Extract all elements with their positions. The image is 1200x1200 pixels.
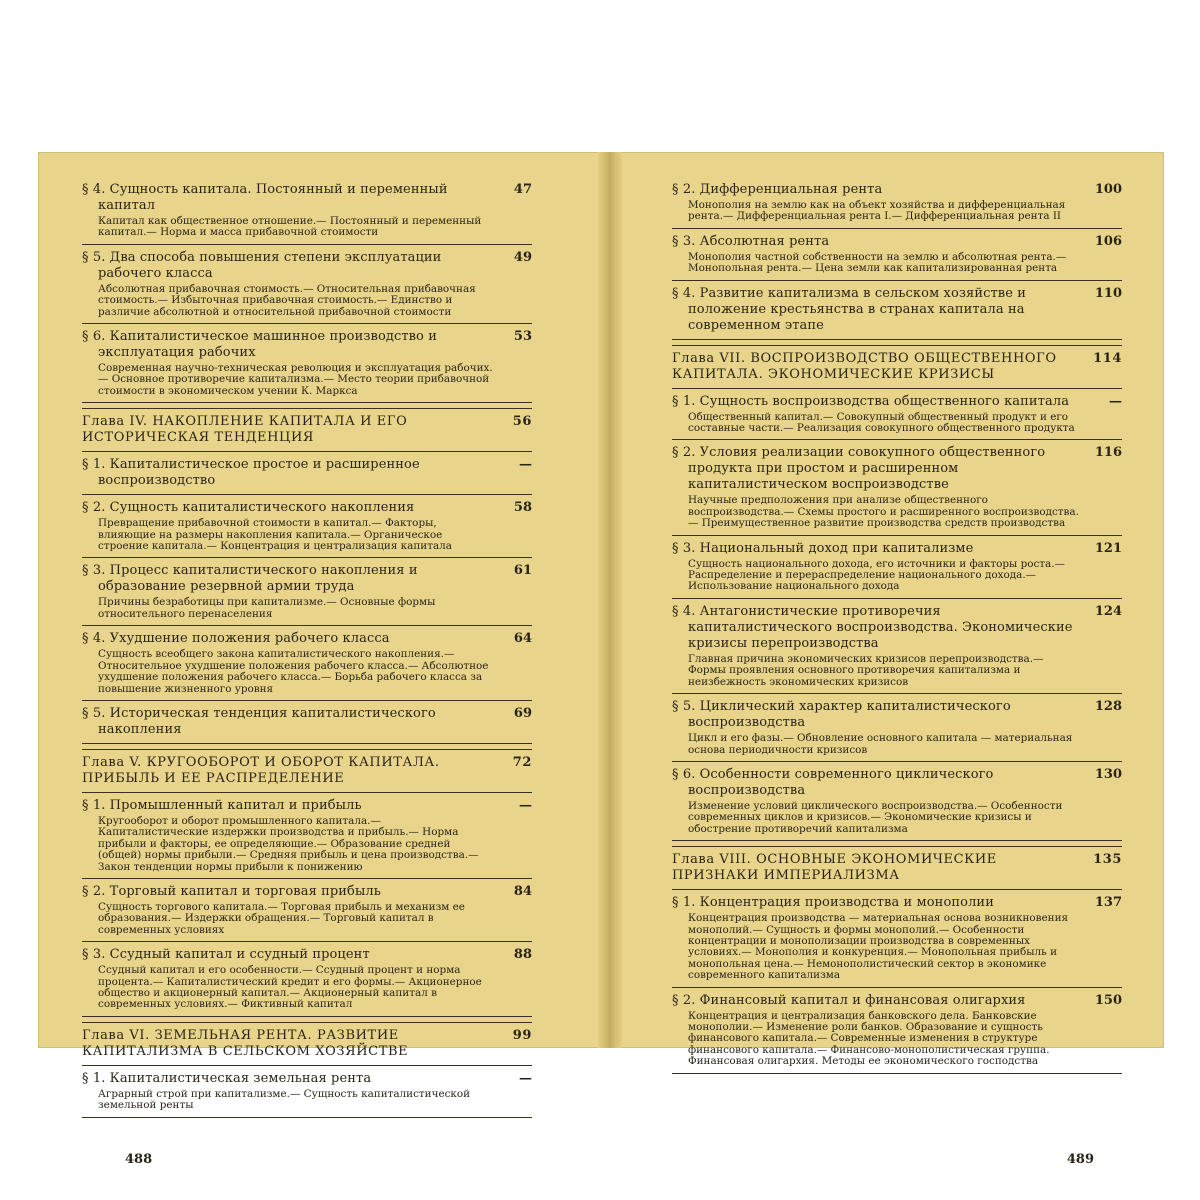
section-title: § 1. Капиталистическое простое и расширенное воспроизводство (82, 457, 420, 489)
divider (82, 408, 532, 409)
section-page: — (519, 457, 532, 473)
divider (82, 743, 532, 744)
divider (82, 1117, 532, 1118)
divider (672, 280, 1122, 281)
chapter-title: Глава IV. НАКОПЛЕНИЕ КАПИТАЛА И ЕГО ИСТОРИЧЕСКАЯ ТЕНДЕНЦИЯ (82, 414, 408, 446)
section-description: Ссудный капитал и его особенности.— Ссудный процент и норма процента.— Капиталистический кредит и его формы.— Акционерное общество и акционерный капитал.— Акционерный капитал в современных условиях.— Фиктивный капитал (98, 964, 482, 1011)
toc-section (672, 445, 1122, 493)
divider (82, 1022, 532, 1023)
toc-section (672, 993, 1122, 1009)
chapter-title: Глава VIII. ОСНОВНЫЕ ЭКОНОМИЧЕСКИЕ ПРИЗНАКИ ИМПЕРИАЛИЗМА (672, 852, 997, 884)
section-page: 110 (1094, 285, 1122, 301)
toc-section (672, 234, 1122, 250)
section-page: 100 (1094, 182, 1122, 197)
section-title: § 5. Циклический характер капиталистического воспроизводства (672, 699, 1011, 731)
section-description: Концентрация производства — материальная основа возникновения монополий.— Сущность и формы монополий.— Особенности концентрации и монополизации производства в современных условиях.— Монополия и конкуренция.— Монопольная прибыль и монопольная цена.— Немонополистический сектор в экономике современного капитализма (688, 912, 1069, 982)
section-title: § 1. Капиталистическая земельная рента (82, 1070, 372, 1086)
toc-section (672, 286, 1122, 334)
divider (672, 339, 1122, 340)
chapter-page: 114 (1093, 350, 1122, 366)
left-page (82, 182, 532, 1123)
section-page: 124 (1094, 603, 1122, 619)
divider (672, 598, 1122, 599)
toc-section (82, 329, 532, 361)
section-page: 47 (513, 182, 532, 197)
divider (672, 693, 1122, 694)
divider (672, 439, 1122, 440)
section-description: Кругооборот и оборот промышленного капитала.— Капиталистические издержки производства и прибыль.— Норма прибыли и факторы, ее определяющие.— Образование средней (общей) нормы прибыли.— Средняя прибыль и цена производства.— Закон тенденции нормы прибыли к понижению (98, 814, 479, 873)
section-page: 106 (1094, 233, 1122, 249)
divider (672, 840, 1122, 841)
section-title: § 2. Сущность капиталистического накопления (82, 500, 415, 516)
section-title: § 4. Ухудшение положения рабочего класса (82, 631, 390, 647)
section-title: § 1. Сущность воспроизводства общественного капитала (672, 393, 1070, 409)
section-description: Общественный капитал.— Совокупный общественный продукт и его составные части.— Реализация совокупного общественного продукта (688, 410, 1075, 435)
section-page: — (1109, 393, 1122, 409)
divider (82, 792, 532, 793)
divider (672, 345, 1122, 346)
section-page: 58 (513, 500, 532, 516)
toc-section (672, 699, 1122, 731)
divider (82, 557, 532, 558)
right-page-number: 489 (1066, 1152, 1094, 1167)
divider (82, 878, 532, 879)
right-page (672, 182, 1122, 1079)
section-page: 49 (513, 249, 532, 265)
section-page: 137 (1094, 895, 1122, 911)
section-title: § 2. Дифференциальная рента (672, 182, 883, 197)
divider (82, 941, 532, 942)
chapter-heading (672, 852, 1122, 884)
divider (82, 323, 532, 324)
toc-section (82, 1071, 532, 1087)
section-page: 116 (1094, 445, 1122, 461)
divider (82, 451, 532, 452)
book-spread (38, 152, 1164, 1167)
section-title: § 5. Два способа повышения степени эксплуатации рабочего класса (82, 249, 442, 281)
section-description: Монополия частной собственности на землю и абсолютная рента.— Монопольная рента.— Цена земли как капитализированная рента (688, 250, 1067, 275)
section-title: § 2. Условия реализации совокупного общественного продукта при простом и расширенном капиталистическом воспроизводстве (672, 445, 1046, 493)
section-title: § 6. Капиталистическое машинное производство и эксплуатация рабочих (82, 329, 437, 361)
chapter-page: 56 (512, 414, 532, 430)
section-title: § 3. Процесс капиталистического накопления и образование резервной армии труда (82, 563, 418, 595)
divider (672, 889, 1122, 890)
section-description: Концентрация и централизация банковского дела. Банковские монополии.— Изменение роли банков. Образование и сущность финансового капитала.— Современные изменения в структуре финансового капитала.— Финансово-монополистическая группа. Финансовая олигархия. Методы ее экономического господства (688, 1009, 1050, 1068)
section-description: Аграрный строй при капитализме.— Сущность капиталистической земельной ренты (98, 1087, 471, 1112)
divider (672, 987, 1122, 988)
section-page: 150 (1094, 992, 1122, 1008)
chapter-heading (672, 351, 1122, 383)
divider (82, 1016, 532, 1017)
chapter-title: Глава VI. ЗЕМЕЛЬНАЯ РЕНТА. РАЗВИТИЕ КАПИТАЛИЗМА В СЕЛЬСКОМ ХОЗЯЙСТВЕ (82, 1027, 409, 1059)
section-page: 128 (1094, 699, 1122, 715)
section-title: § 5. Историческая тенденция капиталистического накопления (82, 705, 436, 737)
divider (82, 494, 532, 495)
section-title: § 4. Антагонистические противоречия капиталистического воспроизводства. Экономические кризисы перепроизводства (672, 603, 1073, 651)
chapter-page: 72 (512, 754, 532, 770)
section-title: § 1. Промышленный капитал и прибыль (82, 797, 362, 813)
section-description: Современная научно-техническая революция и эксплуатация рабочих.— Основное противоречие капитализма.— Место теории прибавочной стоимости в экономическом учении К. Маркса (98, 362, 493, 397)
section-page: 53 (513, 329, 532, 345)
divider (82, 1065, 532, 1066)
section-title: § 6. Особенности современного циклического воспроизводства (672, 766, 994, 798)
section-title: § 2. Финансовый капитал и финансовая олигархия (672, 992, 1026, 1008)
section-description: Сущность торгового капитала.— Торговая прибыль и механизм ее образования.— Издержки обращения.— Торговый капитал в современных условиях (98, 900, 465, 936)
divider (82, 700, 532, 701)
section-page: — (519, 797, 532, 813)
section-page: 69 (513, 705, 532, 721)
divider (672, 535, 1122, 536)
section-page: 61 (513, 563, 532, 579)
divider (82, 749, 532, 750)
toc-section (82, 457, 532, 489)
chapter-heading (82, 1028, 532, 1060)
section-description: Главная причина экономических кризисов перепроизводства.— Формы проявления основного противоречия капитализма и неизбежность экономических кризисов (688, 652, 1044, 688)
section-description: Превращение прибавочной стоимости в капитал.— Факторы, влияющие на размеры накопления капитала.— Органическое строение капитала.— Концентрация и централизация капитала (98, 517, 452, 553)
chapter-title: Глава V. КРУГООБОРОТ И ОБОРОТ КАПИТАЛА. ПРИБЫЛЬ И ЕЕ РАСПРЕДЕЛЕНИЕ (82, 754, 440, 786)
section-title: § 3. Абсолютная рента (672, 233, 830, 249)
section-description: Изменение условий циклического воспроизводства.— Особенности современных циклов и кризисов.— Экономические кризисы и обострение противоречий капитализма (688, 799, 1063, 835)
toc-section (82, 563, 532, 595)
section-title: § 3. Национальный доход при капитализме (672, 540, 974, 556)
divider (672, 388, 1122, 389)
toc-section (82, 631, 532, 647)
divider (672, 228, 1122, 229)
toc-section (672, 895, 1122, 911)
section-page: 88 (513, 947, 532, 963)
divider (672, 1073, 1122, 1074)
chapter-heading (82, 755, 532, 787)
section-description: Сущность национального дохода, его источники и факторы роста.— Распределение и перераспределение национального дохода.— Использование национального дохода (688, 557, 1065, 593)
toc-section (672, 541, 1122, 557)
section-page: 84 (513, 883, 532, 899)
chapter-page: 99 (512, 1027, 532, 1043)
toc-section (672, 767, 1122, 799)
toc-section (672, 182, 1122, 198)
toc-section (82, 182, 532, 214)
divider (672, 846, 1122, 847)
section-page: — (519, 1070, 532, 1086)
section-description: Цикл и его фазы.— Обновление основного капитала — материальная основа периодичности кризисов (688, 732, 1073, 756)
section-title: § 2. Торговый капитал и торговая прибыль (82, 883, 381, 899)
section-title: § 4. Сущность капитала. Постоянный и переменный капитал (82, 182, 448, 213)
chapter-title: Глава VII. ВОСПРОИЗВОДСТВО ОБЩЕСТВЕННОГО КАПИТАЛА. ЭКОНОМИЧЕСКИЕ КРИЗИСЫ (672, 350, 1057, 382)
section-page: 130 (1094, 766, 1122, 782)
toc-section (82, 250, 532, 282)
section-title: § 3. Ссудный капитал и ссудный процент (82, 947, 370, 963)
toc-section (82, 706, 532, 738)
section-page: 121 (1094, 540, 1122, 556)
section-description: Абсолютная прибавочная стоимость.— Относительная прибавочная стоимость.— Избыточная прибавочная стоимость.— Единство и различие абсолютной и относительной прибавочной стоимости (98, 282, 476, 318)
chapter-heading (82, 414, 532, 446)
toc-section (672, 604, 1122, 652)
toc-section (82, 947, 532, 963)
section-title: § 1. Концентрация производства и монополии (672, 895, 994, 911)
section-description: Сущность всеобщего закона капиталистического накопления.— Относительное ухудшение положения рабочего класса.— Абсолютное ухудшение положения рабочего класса.— Борьба рабочего класса за повышение жизненного уровня (98, 648, 489, 695)
divider (672, 761, 1122, 762)
toc-section (672, 394, 1122, 410)
chapter-page: 135 (1093, 852, 1122, 868)
divider (82, 244, 532, 245)
section-description: Научные предположения при анализе общественного воспроизводства.— Схемы простого и расширенного воспроизводства.— Преимущественное развитие производства средств производства (688, 494, 1079, 530)
toc-section (82, 500, 532, 516)
book-gutter (598, 152, 622, 1048)
section-description: Монополия на землю как на объект хозяйства и дифференциальная рента.— Дифференциальная рента I.— Дифференциальная рента II (688, 199, 1066, 223)
divider (82, 402, 532, 403)
section-description: Причины безработицы при капитализме.— Основные формы относительного перенаселения (98, 596, 436, 620)
section-description: Капитал как общественное отношение.— Постоянный и переменный капитал.— Норма и масса прибавочной стоимости (98, 215, 482, 239)
section-title: § 4. Развитие капитализма в сельском хозяйстве и положение крестьянства в странах капитала на современном этапе (672, 285, 1027, 333)
section-page: 64 (513, 631, 532, 647)
left-page-number: 488 (125, 1152, 153, 1167)
toc-section (82, 798, 532, 814)
toc-section (82, 884, 532, 900)
divider (82, 625, 532, 626)
